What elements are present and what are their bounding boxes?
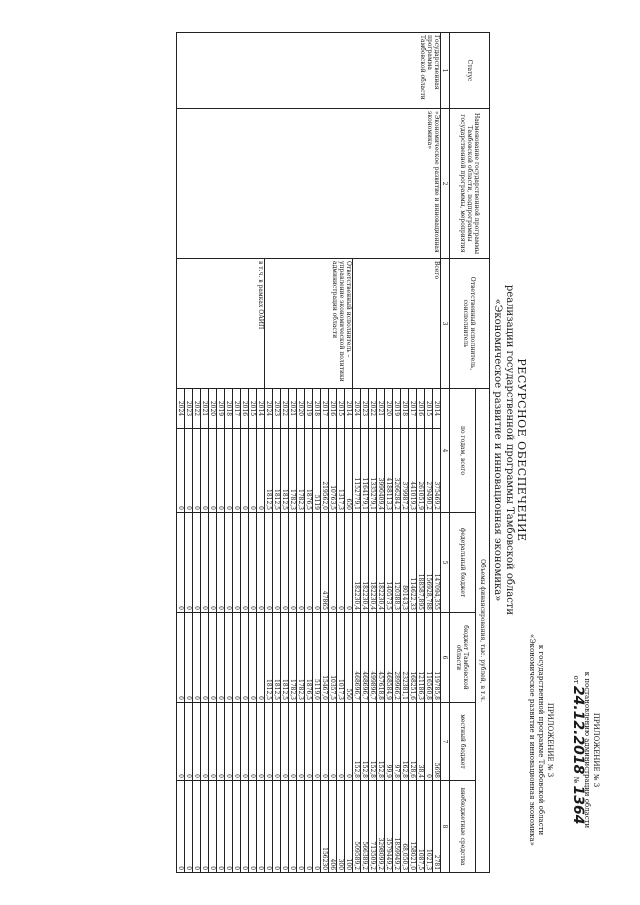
year-cell: 2022	[369, 389, 377, 429]
total-cell: 1152779,1	[353, 429, 361, 513]
federal-cell: 0	[225, 513, 233, 613]
total-cell: 1317,3	[337, 429, 345, 513]
regional-cell: 1782,3	[289, 613, 297, 703]
regional-cell: 550	[345, 613, 353, 703]
extra-cell: 0	[177, 781, 185, 873]
year-cell: 2020	[297, 389, 305, 429]
header-funding: Объемы финансирования, тыс. рублей, в т.ч.	[476, 389, 490, 873]
extra-cell: 509589,2	[353, 781, 361, 873]
federal-cell: 0	[297, 513, 305, 613]
federal-cell: 0	[177, 513, 185, 613]
extra-cell: 300	[337, 781, 345, 873]
total-cell: 0	[241, 429, 249, 513]
federal-cell: 0	[185, 513, 193, 613]
title-line1: РЕСУРСНОЕ ОБЕСПЕЧЕНИЕ	[515, 358, 528, 542]
approval-line2: к постановлению администрации области	[583, 671, 591, 829]
local-cell: 0	[281, 703, 289, 781]
total-cell: 3266284,2	[393, 429, 401, 513]
total-cell: 1812,5	[265, 429, 273, 513]
total-cell: 5119	[313, 429, 321, 513]
year-cell: 2022	[281, 389, 289, 429]
rotated-landscape-sheet	[0, 20, 640, 880]
extra-cell: 0	[185, 781, 193, 873]
regional-cell: 0	[233, 613, 241, 703]
regional-cell: 1876,5	[305, 613, 313, 703]
table-body	[177, 33, 441, 873]
executor-cell: в т.ч. в рамках ОАИП	[177, 259, 265, 389]
extra-cell: 0	[265, 781, 273, 873]
total-cell: 0	[177, 429, 185, 513]
year-cell: 2024	[353, 389, 361, 429]
extra-cell: 0	[209, 781, 217, 873]
regional-cell: 10357,5	[329, 613, 337, 703]
local-cell: 0	[425, 703, 433, 781]
total-cell: 1812,5	[273, 429, 281, 513]
regional-cell: 168251,6	[409, 613, 417, 703]
federal-cell: 0	[257, 513, 265, 613]
year-cell: 2014	[257, 389, 265, 429]
regional-cell: 1782,3	[297, 613, 305, 703]
title-line2: реализации государственной программы Тамбовской области	[504, 284, 515, 616]
colnum: 6	[441, 613, 450, 703]
local-cell: 128,6	[409, 703, 417, 781]
total-cell: 0	[209, 429, 217, 513]
year-cell: 2022	[193, 389, 201, 429]
federal-cell: 182230,4	[361, 513, 369, 613]
local-cell: 0	[177, 703, 185, 781]
federal-cell: 182230,4	[353, 513, 361, 613]
extra-cell: 0	[273, 781, 281, 873]
year-cell: 2017	[409, 389, 417, 429]
colnum: 4	[441, 389, 450, 513]
year-cell: 2015	[249, 389, 257, 429]
regional-cell: 116560,8	[425, 613, 433, 703]
local-cell: 0	[305, 703, 313, 781]
year-cell: 2015	[337, 389, 345, 429]
regional-cell: 468696,7	[353, 613, 361, 703]
total-cell: 441019,3	[409, 429, 417, 513]
federal-cell: 188587,895	[417, 513, 425, 613]
total-cell: 379987,2	[401, 429, 409, 513]
regional-cell: 1017,3	[337, 613, 345, 703]
year-cell: 2019	[305, 389, 313, 429]
year-cell: 2014	[433, 389, 441, 429]
federal-cell: 182230,4	[369, 513, 377, 613]
extra-cell: 1087,5	[417, 781, 425, 873]
federal-cell: 140573,5	[385, 513, 393, 613]
regional-cell: 232381,1	[401, 613, 409, 703]
total-cell: 0	[257, 429, 265, 513]
regional-cell: 0	[217, 613, 225, 703]
local-cell: 0	[265, 703, 273, 781]
extra-cell: 0	[201, 781, 209, 873]
year-cell: 2024	[177, 389, 185, 429]
extra-cell: 1859949,2	[393, 781, 401, 873]
federal-cell: 47865	[321, 513, 329, 613]
table-row	[433, 33, 441, 873]
local-cell: 0	[209, 703, 217, 781]
approval-date-line: от 24.12.2018 № 1364	[570, 675, 586, 825]
federal-cell: 0	[329, 513, 337, 613]
total-cell: 0	[225, 429, 233, 513]
federal-cell: 0	[265, 513, 273, 613]
local-cell: 0	[193, 703, 201, 781]
header-total: по годам, всего	[450, 389, 476, 513]
header-local: местный бюджет	[450, 703, 476, 781]
header-extra: внебюджетные средства	[450, 781, 476, 873]
federal-cell: 0	[201, 513, 209, 613]
regional-cell: 468584,9	[385, 613, 393, 703]
extra-cell: 0	[225, 781, 233, 873]
local-cell: 0	[217, 703, 225, 781]
title-line3: «Экономическое развитие и инновационная экономика»	[492, 298, 503, 602]
extra-cell: 0	[249, 781, 257, 873]
header-name: Наименование государственной программы Тамбовской области, подпрограммы государственной программы, мероприятия	[450, 109, 490, 259]
regional-cell: 15467,0	[321, 613, 329, 703]
total-cell: 4188113,3	[385, 429, 393, 513]
executor-cell: Всего	[353, 259, 441, 389]
year-cell: 2023	[273, 389, 281, 429]
year-cell: 2023	[185, 389, 193, 429]
extra-cell: 0	[313, 781, 321, 873]
total-cell: 0	[233, 429, 241, 513]
executor-cell: Ответственный исполнитель – управление экономической политики администрации области	[265, 259, 353, 389]
federal-cell: 0	[217, 513, 225, 613]
local-cell: 0	[329, 703, 337, 781]
federal-cell: 0	[305, 513, 313, 613]
regional-cell: 0	[249, 613, 257, 703]
colnum: 3	[441, 259, 450, 389]
extra-cell: 0	[281, 781, 289, 873]
regional-cell: 468696,7	[361, 613, 369, 703]
year-cell: 2017	[233, 389, 241, 429]
header-executor: Ответственный исполнитель, соисполнитель	[450, 259, 490, 389]
year-cell: 2016	[241, 389, 249, 429]
colnum: 7	[441, 703, 450, 781]
federal-cell: 0	[289, 513, 297, 613]
annex-line1: ПРИЛОЖЕНИЕ № 3	[546, 702, 554, 778]
extra-cell: 0	[289, 781, 297, 873]
year-cell: 2019	[217, 389, 225, 429]
year-cell: 2021	[289, 389, 297, 429]
year-cell: 2016	[329, 389, 337, 429]
regional-cell: 0	[257, 613, 265, 703]
regional-cell: 0	[185, 613, 193, 703]
year-cell: 2016	[417, 389, 425, 429]
local-cell: 5698	[433, 703, 441, 781]
federal-cell: 0	[241, 513, 249, 613]
total-cell: 3990409,4	[377, 429, 385, 513]
extra-cell: 1021,3	[425, 781, 433, 873]
federal-cell: 0	[193, 513, 201, 613]
year-cell: 2021	[377, 389, 385, 429]
federal-cell: 0	[233, 513, 241, 613]
extra-cell: 156230	[321, 781, 329, 873]
extra-cell: 2781	[433, 781, 441, 873]
regional-cell: 0	[201, 613, 209, 703]
colnum: 8	[441, 781, 450, 873]
total-cell: 0	[201, 429, 209, 513]
total-cell: 1782,3	[297, 429, 305, 513]
local-cell: 0	[313, 703, 321, 781]
program-name-cell: «Экономическое развитие и инновационная экономика»	[177, 109, 441, 259]
federal-cell: 0	[281, 513, 289, 613]
year-cell: 2015	[425, 389, 433, 429]
extra-cell: 68,050,3	[401, 781, 409, 873]
extra-cell: 0	[305, 781, 313, 873]
local-cell: 152,8	[353, 703, 361, 781]
local-cell: 0	[337, 703, 345, 781]
year-cell: 2018	[401, 389, 409, 429]
extra-cell: 0	[297, 781, 305, 873]
local-cell: 0	[273, 703, 281, 781]
federal-cell: 156928,788	[425, 513, 433, 613]
regional-cell: 457618,8	[377, 613, 385, 703]
colnum: 5	[441, 513, 450, 613]
federal-cell: 0	[313, 513, 321, 613]
federal-cell: 182230,4	[377, 513, 385, 613]
regional-cell: 0	[241, 613, 249, 703]
year-cell: 2024	[265, 389, 273, 429]
total-cell: 10763,5	[329, 429, 337, 513]
extra-cell: 0	[217, 781, 225, 873]
local-cell: 152,8	[377, 703, 385, 781]
extra-cell: 566389,2	[361, 781, 369, 873]
colnum: 2	[441, 109, 450, 259]
local-cell: 0	[241, 703, 249, 781]
colnum: 1	[441, 33, 450, 109]
total-cell: 0	[217, 429, 225, 513]
total-cell: 1164179,1	[361, 429, 369, 513]
resource-table	[176, 32, 490, 873]
extra-cell: 3579449,2	[385, 781, 393, 873]
year-cell: 2018	[313, 389, 321, 429]
year-cell: 2020	[209, 389, 217, 429]
total-cell: 1812,5	[281, 429, 289, 513]
year-cell: 2018	[225, 389, 233, 429]
total-cell: 279490,2	[425, 429, 433, 513]
regional-cell: 119785,8	[433, 613, 441, 703]
total-cell: 261051,9	[417, 429, 425, 513]
federal-cell: 147094,355	[433, 513, 441, 613]
total-cell: 1335279,1	[369, 429, 377, 513]
local-cell: 0	[201, 703, 209, 781]
local-cell: 0	[249, 703, 257, 781]
annex-line2: к государственной программе Тамбовской области	[537, 644, 545, 836]
regional-cell: 1812,5	[273, 613, 281, 703]
document-title	[491, 20, 528, 880]
total-cell: 650	[345, 429, 353, 513]
total-cell: 0	[185, 429, 193, 513]
extra-cell: 713509,2	[369, 781, 377, 873]
approval-date: 24.12.2018	[570, 685, 586, 775]
approval-number: 1364	[570, 785, 586, 825]
extra-cell: 3298099,2	[377, 781, 385, 873]
local-cell: 162,8	[401, 703, 409, 781]
regional-cell: 0	[177, 613, 185, 703]
extra-cell: 0	[257, 781, 265, 873]
annex-line3: «Экономическое развитие и инновационная экономика»	[528, 634, 536, 846]
federal-cell: 0	[345, 513, 353, 613]
header-status: Статус	[450, 33, 490, 109]
local-cell: 152,8	[361, 703, 369, 781]
regional-cell: 0	[209, 613, 217, 703]
header-federal: федеральный бюджет	[450, 513, 476, 613]
federal-cell: 0	[249, 513, 257, 613]
regional-cell: 0	[193, 613, 201, 703]
year-cell: 2023	[361, 389, 369, 429]
total-cell: 1782,3	[289, 429, 297, 513]
regional-cell: 121186,3	[417, 613, 425, 703]
federal-cell: 0	[209, 513, 217, 613]
local-cell: 152,8	[369, 703, 377, 781]
federal-cell: 0	[337, 513, 345, 613]
extra-cell: 158021,0	[409, 781, 417, 873]
year-cell: 2019	[393, 389, 401, 429]
local-cell: 97,8	[393, 703, 401, 781]
extra-cell: 0	[241, 781, 249, 873]
local-cell: 99,9	[385, 703, 393, 781]
total-cell: 1876,5	[305, 429, 313, 513]
extra-cell: 0	[193, 781, 201, 873]
header-regional: бюджет Тамбовской области	[450, 613, 476, 703]
regional-cell: 499896,7	[369, 613, 377, 703]
local-cell: 0	[257, 703, 265, 781]
total-cell: 0	[249, 429, 257, 513]
local-cell: 0	[289, 703, 297, 781]
local-cell: 0	[225, 703, 233, 781]
year-cell: 2020	[385, 389, 393, 429]
federal-cell: 80143,3	[401, 513, 409, 613]
status-cell: Государственная программа Тамбовской области	[177, 33, 441, 109]
year-cell: 2017	[321, 389, 329, 429]
annex-header	[527, 620, 554, 860]
total-cell: 219562,0	[321, 429, 329, 513]
local-cell: 0	[233, 703, 241, 781]
approval-line1: ПРИЛОЖЕНИЕ № 3	[592, 712, 600, 788]
extra-cell: 406	[329, 781, 337, 873]
federal-cell: 0	[273, 513, 281, 613]
total-cell: 375469,2	[433, 429, 441, 513]
total-cell: 0	[193, 429, 201, 513]
local-cell: 0	[185, 703, 193, 781]
federal-cell: 120388,3	[393, 513, 401, 613]
local-cell: 0	[321, 703, 329, 781]
local-cell: 0	[297, 703, 305, 781]
regional-cell: 1812,5	[281, 613, 289, 703]
year-cell: 2014	[345, 389, 353, 429]
year-cell: 2021	[201, 389, 209, 429]
regional-cell: 1812,5	[265, 613, 273, 703]
federal-cell: 114622,33	[409, 513, 417, 613]
approval-stamp	[571, 640, 600, 860]
regional-cell: 5119,0	[313, 613, 321, 703]
regional-cell: 289966,2	[393, 613, 401, 703]
extra-cell: 100	[345, 781, 353, 873]
regional-cell: 0	[225, 613, 233, 703]
extra-cell: 0	[233, 781, 241, 873]
local-cell: 0	[345, 703, 353, 781]
local-cell: 38,4	[417, 703, 425, 781]
